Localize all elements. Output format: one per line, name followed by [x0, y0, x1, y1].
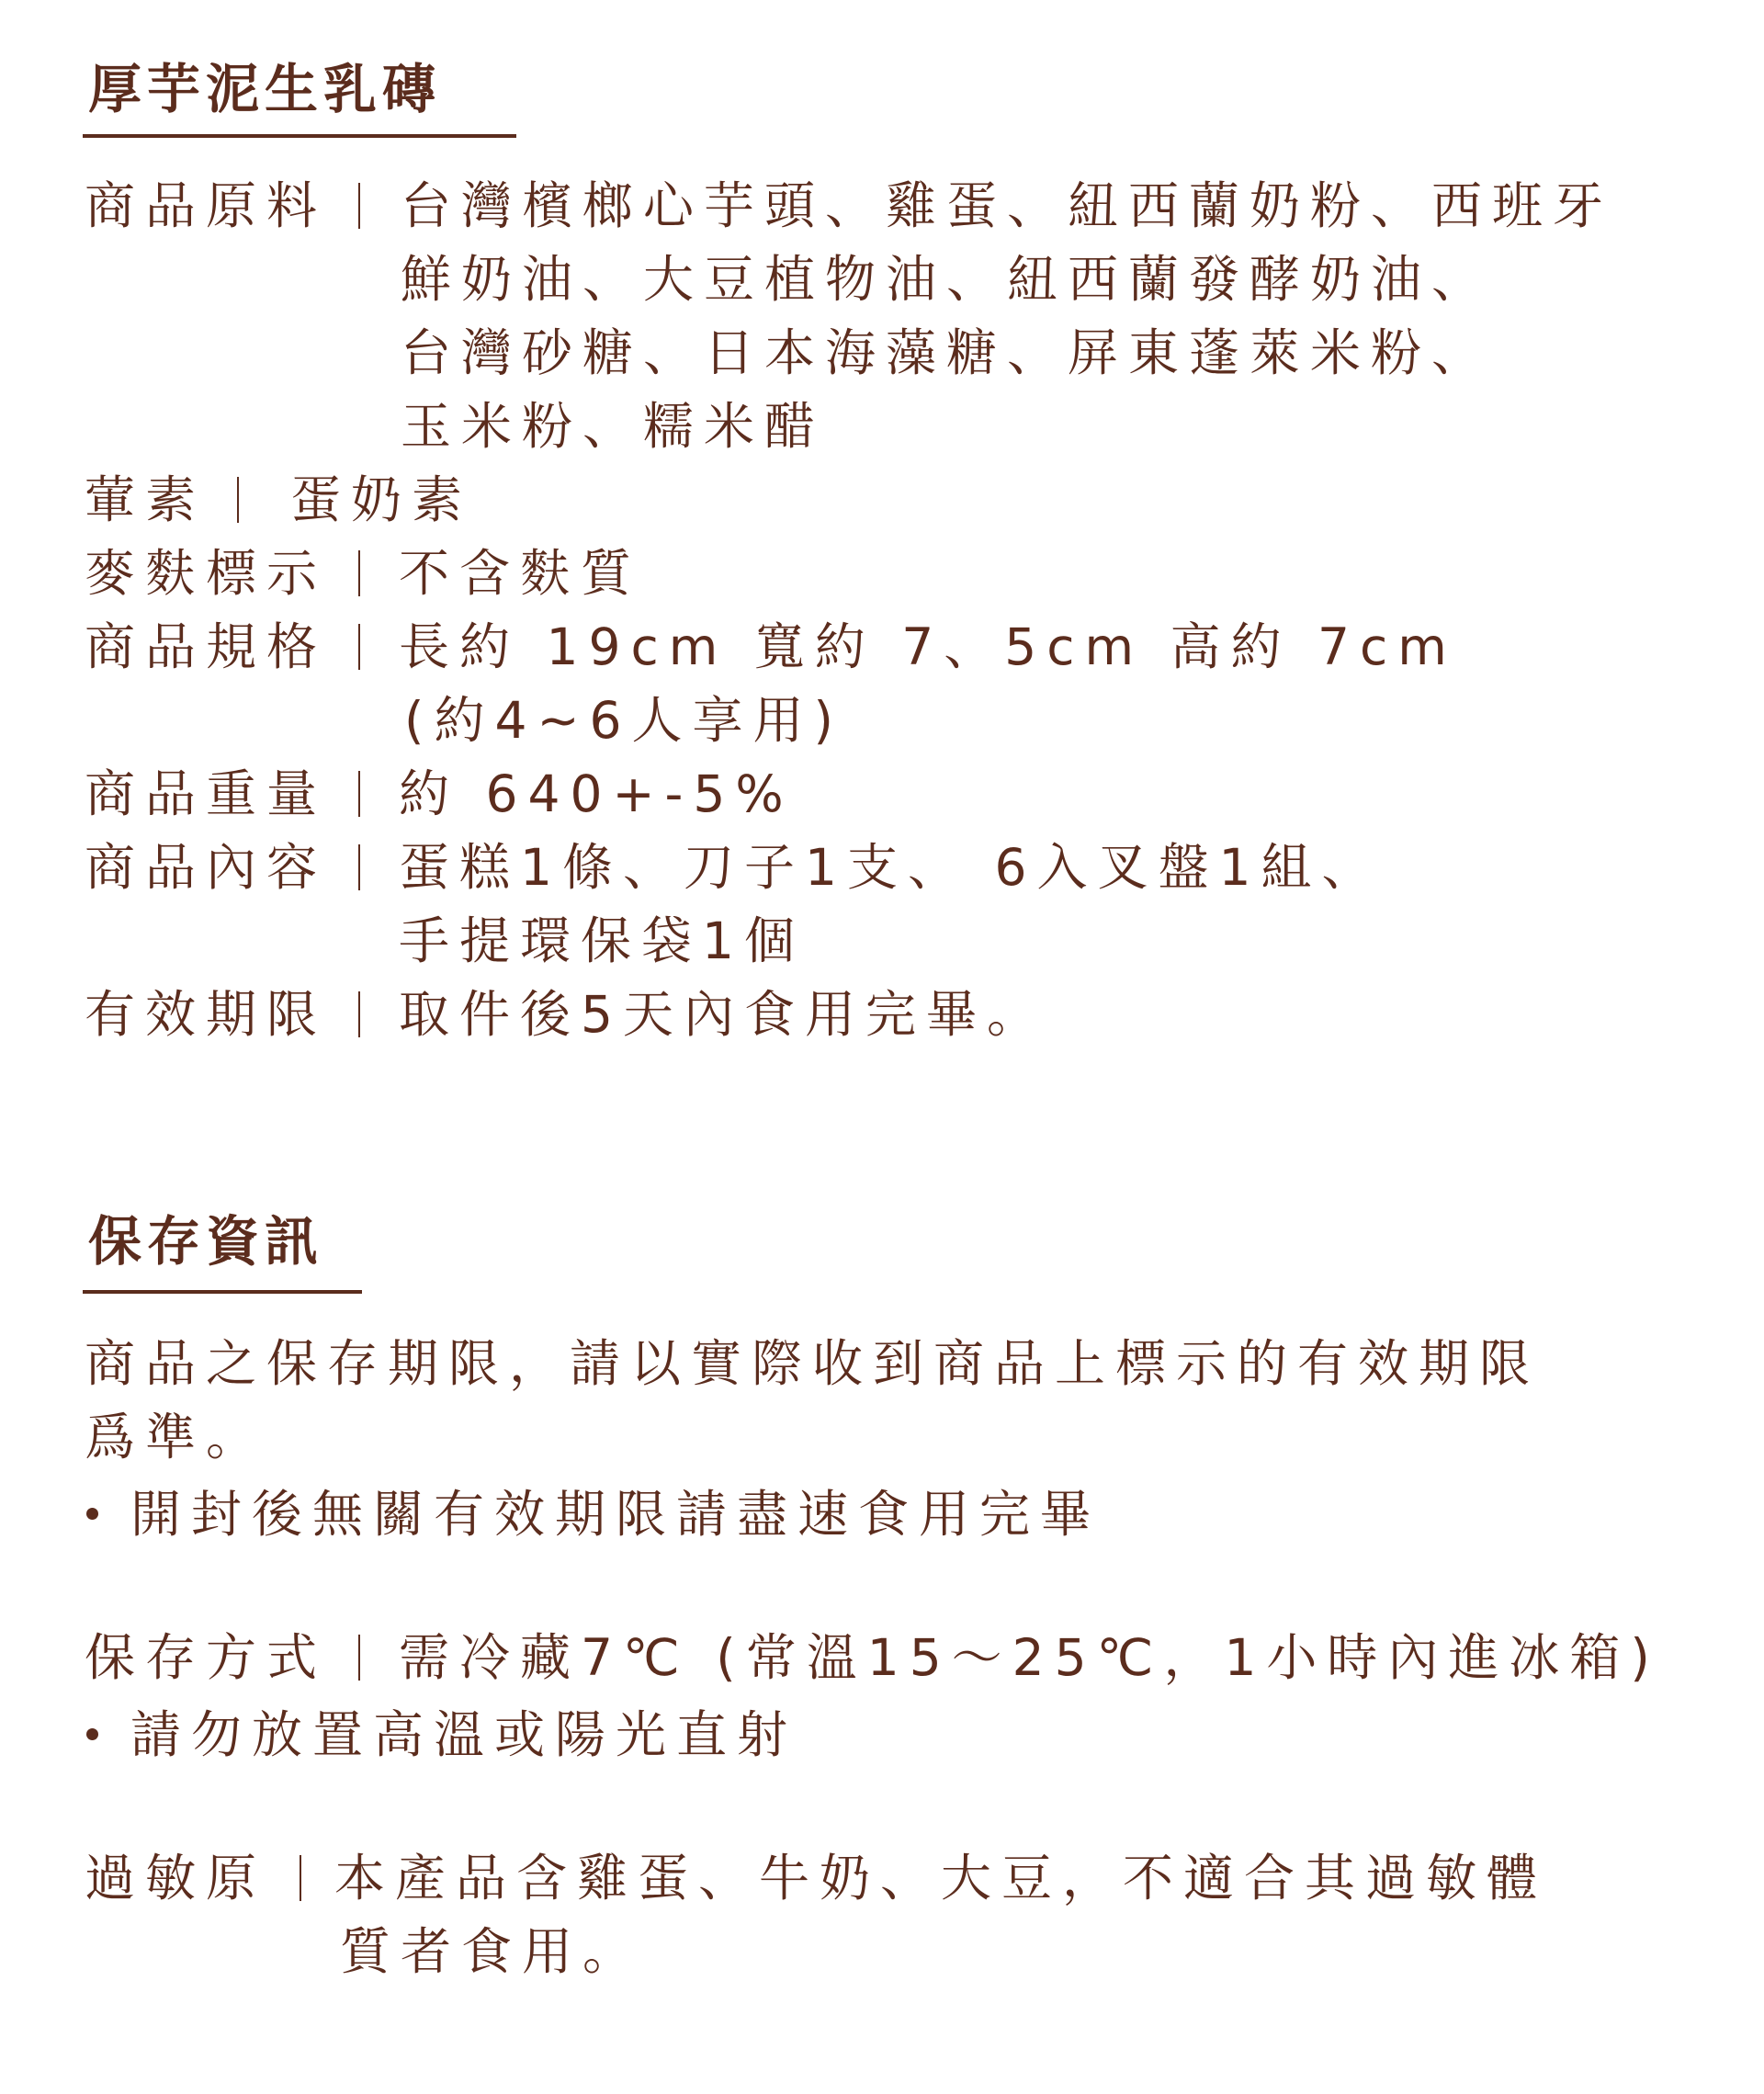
- title-underline: [83, 1290, 362, 1294]
- allergen-value: 質者食用。: [340, 1922, 644, 1981]
- separator: [358, 1635, 360, 1681]
- separator: [237, 477, 239, 523]
- label-gluten: 麥麩標示: [85, 544, 328, 603]
- label-allergen: 過敏原: [85, 1849, 267, 1907]
- title-underline: [83, 134, 516, 138]
- bullet-text: 請勿放置高溫或陽光直射: [130, 1705, 798, 1764]
- separator: [358, 991, 360, 1037]
- section-title-product: 厚芋泥生乳磚: [88, 58, 442, 120]
- separator: [358, 183, 360, 229]
- contents-value: 蛋糕1條、刀子1支、 6入叉盤1組、: [399, 838, 1383, 897]
- label-diet: 葷素: [85, 470, 207, 529]
- storage-intro-line: 商品之保存期限，請以實際收到商品上標示的有效期限: [85, 1334, 1541, 1393]
- bullet-text: 開封後無關有效期限請盡速食用完畢: [130, 1485, 1102, 1544]
- weight-value: 約 640+-5%: [399, 764, 794, 823]
- separator: [358, 844, 360, 890]
- ingredients-line: 玉米粉、糯米醋: [401, 397, 826, 456]
- label-weight: 商品重量: [85, 764, 328, 823]
- label-contents: 商品內容: [85, 838, 328, 897]
- separator: [358, 624, 360, 670]
- diet-value: 蛋奶素: [290, 470, 473, 529]
- section-title-storage: 保存資訊: [88, 1210, 324, 1273]
- contents-value: 手提環保袋1個: [399, 911, 805, 970]
- expiry-value: 取件後5天內食用完畢。: [399, 985, 1047, 1044]
- ingredients-line: 台灣檳榔心芋頭、雞蛋、紐西蘭奶粉、西班牙: [401, 176, 1614, 235]
- ingredients-line: 台灣砂糖、日本海藻糖、屏東蓬萊米粉、: [401, 323, 1493, 382]
- separator: [358, 771, 360, 817]
- label-size: 商品規格: [85, 617, 328, 676]
- allergen-value: 本產品含雞蛋、牛奶、大豆，不適合其過敏體: [334, 1849, 1548, 1907]
- label-storage-method: 保存方式: [85, 1628, 328, 1687]
- label-ingredients: 商品原料: [85, 176, 328, 235]
- size-value: 長約 19cm 寬約 7、5cm 高約 7cm: [399, 617, 1457, 676]
- bullet-icon: [86, 1728, 98, 1740]
- label-expiry: 有效期限: [85, 985, 328, 1044]
- bullet-icon: [86, 1508, 98, 1520]
- size-value: (約4~6人享用): [404, 691, 843, 750]
- storage-intro-line: 爲準。: [85, 1408, 267, 1466]
- separator: [300, 1855, 301, 1901]
- ingredients-line: 鮮奶油、大豆植物油、紐西蘭發酵奶油、: [401, 250, 1493, 309]
- separator: [358, 550, 360, 596]
- gluten-value: 不含麩質: [399, 544, 642, 603]
- storage-method-value: 需冷藏7℃ (常溫15～25℃，1小時內進冰箱): [399, 1628, 1660, 1687]
